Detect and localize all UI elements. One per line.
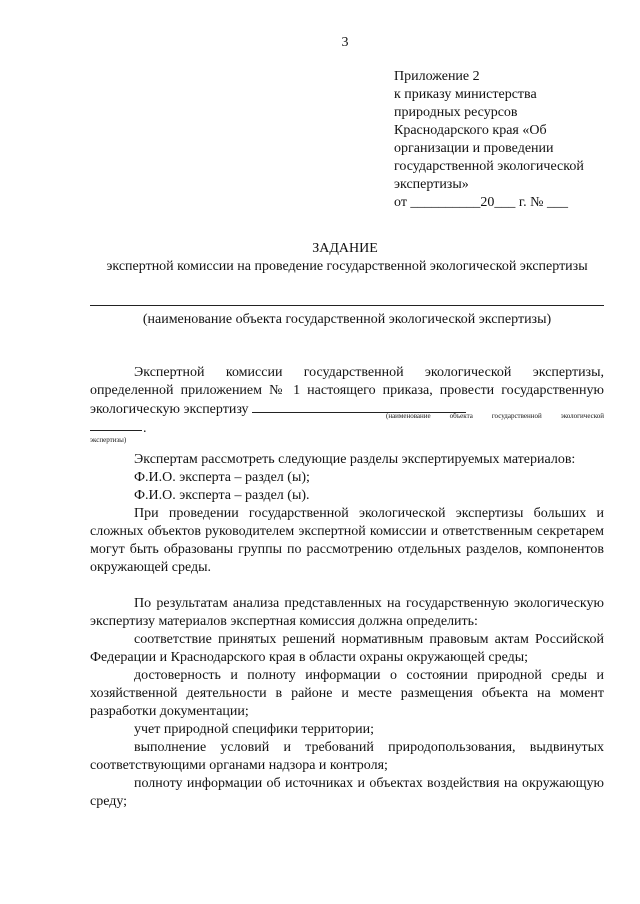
list-item: соответствие принятых решений нормативным правовым актам Российской Федерации и Краснодарского края в области охраны окружающей среды;	[90, 632, 604, 665]
appendix-line: природных ресурсов	[394, 105, 518, 120]
document-subtitle: экспертной комиссии на проведение государственной экологической экспертизы	[106, 259, 588, 274]
paragraph-commission	[90, 364, 604, 419]
paragraph-experts: Экспертам рассмотреть следующие разделы экспертируемых материалов:	[134, 452, 576, 467]
appendix-line: Приложение 2	[394, 69, 480, 84]
list-item: выполнение условий и требований природопользования, выдвинутых соответствующими органами надзора и контроля;	[90, 740, 604, 773]
fill-caption-continued: экспертизы)	[90, 436, 127, 444]
list-item: учет природной специфики территории;	[134, 722, 374, 737]
period: .	[143, 421, 147, 436]
appendix-line: от __________20___ г. № ___	[394, 195, 568, 210]
appendix-block	[394, 68, 624, 212]
fill-caption: (наименование объекта государственной экологической	[386, 412, 604, 420]
paragraph-groups: При проведении государственной экологической экспертизы больших и сложных объектов руководителем экспертной комиссии и ответственным секретарем могут быть образованы группы по рассмотрению отдельных разделов, компонентов окружающей среды.	[90, 506, 604, 575]
appendix-line: к приказу министерства	[394, 87, 537, 102]
document-title: ЗАДАНИЕ	[312, 241, 378, 256]
paragraph-text: Экспертной комиссии государственной экологической экспертизы, определенной приложением № 1 настоящего приказа, провести государственную экологическую экспертизу	[90, 365, 604, 417]
object-name-caption: (наименование объекта государственной экологической экспертизы)	[142, 312, 552, 327]
appendix-line: экспертизы»	[394, 177, 469, 192]
main-body	[90, 451, 604, 811]
appendix-line: Краснодарского края «Об	[394, 123, 547, 138]
expert-line: Ф.И.О. эксперта – раздел (ы);	[134, 470, 310, 485]
expert-line: Ф.И.О. эксперта – раздел (ы).	[134, 488, 310, 503]
page-number: 3	[341, 35, 349, 50]
fill-line-short	[90, 430, 142, 431]
list-item: полноту информации об источниках и объектах воздействия на окружающую среду;	[90, 776, 604, 809]
paragraph-results: По результатам анализа представленных на государственную экологическую экспертизу материалов экспертная комиссия должна определить:	[90, 596, 604, 629]
list-item: достоверность и полноту информации о состоянии природной среды и хозяйственной деятельности в районе и месте размещения объекта на момент разработки документации;	[90, 668, 604, 719]
object-name-line	[90, 305, 604, 306]
appendix-line: государственной экологической	[394, 159, 584, 174]
appendix-line: организации и проведении	[394, 141, 554, 156]
